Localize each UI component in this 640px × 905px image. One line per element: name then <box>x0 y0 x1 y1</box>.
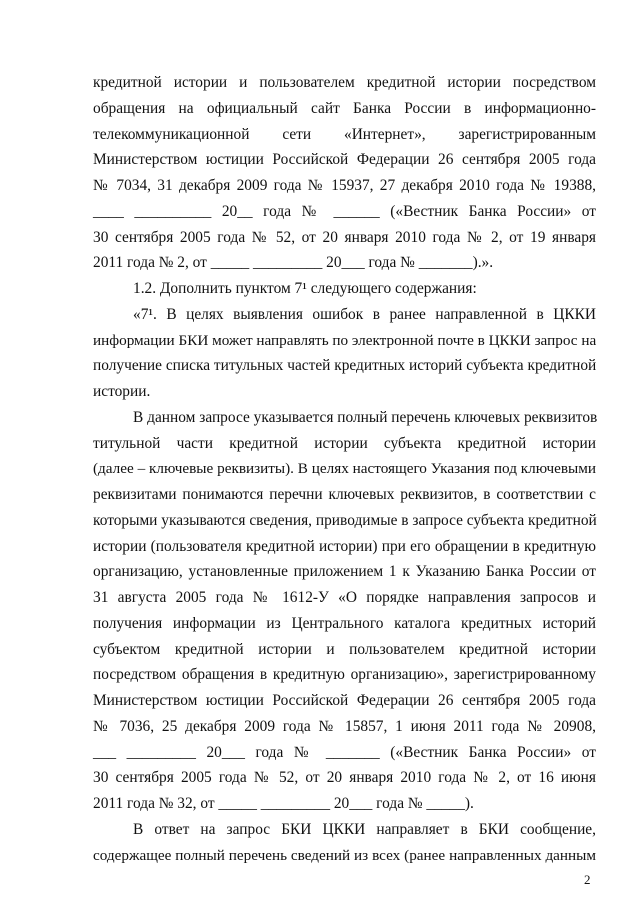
text-line: № 7036, 25 декабря 2009 года № 15857, 1 июня 2011 года № 20908, <box>93 718 596 735</box>
text-line: титульной части кредитной истории субъекта кредитной истории <box>93 435 596 452</box>
text-line: «7¹. В целях выявления ошибок в ранее направленной в ЦККИ <box>133 306 596 323</box>
text-line: посредством обращения в кредитную организацию», зарегистрированному <box>93 666 596 683</box>
text-line: 30 сентября 2005 года № 52, от 20 января 2010 года № 2, от 16 июня <box>93 769 596 786</box>
text-line: субъектом кредитной истории и пользователем кредитной истории <box>93 641 596 658</box>
text-line: содержащее полный перечень сведений из всех (ранее направленных данным <box>93 847 596 864</box>
page-number: 2 <box>584 872 591 887</box>
text-line: 31 августа 2005 года № 1612-У «О порядке направления запросов и <box>93 589 596 606</box>
text-line: (далее – ключевые реквизиты). В целях настоящего Указания под ключевыми <box>93 460 596 477</box>
text-line: № 7034, 31 декабря 2009 года № 15937, 27 декабря 2010 года № 19388, <box>93 177 596 194</box>
text-line: телекоммуникационной сети «Интернет», зарегистрированным <box>93 126 596 143</box>
text-line: организацию, установленные приложением 1 к Указанию Банка России от <box>93 563 596 580</box>
text-line: истории. <box>93 383 151 400</box>
text-line: кредитной истории и пользователем кредитной истории посредством <box>93 74 596 91</box>
text-line: В данном запросе указывается полный перечень ключевых реквизитов <box>133 409 598 426</box>
text-line: истории (пользователя кредитной истории) при его обращении в кредитную <box>93 538 596 555</box>
text-line: реквизитами понимаются перечни ключевых реквизитов, в соответствии с <box>93 486 596 503</box>
text-line: ___ _________ 20___ года № _______ («Вестник Банка России» от <box>93 744 596 761</box>
text-line: получение списка титульных частей кредитных историй субъекта кредитной <box>93 357 597 374</box>
text-line: обращения на официальный сайт Банка России в информационно- <box>93 100 596 117</box>
text-line: В ответ на запрос БКИ ЦККИ направляет в БКИ сообщение, <box>133 821 596 838</box>
text-line: 2011 года № 32, от _____ _________ 20___ года № _____). <box>93 795 474 812</box>
text-line: Министерством юстиции Российской Федерации 26 сентября 2005 года <box>93 692 596 709</box>
text-line: которыми указываются сведения, приводимые в запросе субъекта кредитной <box>93 512 597 529</box>
text-line: 2011 года № 2, от _____ _________ 20___ года № _______).». <box>93 254 494 271</box>
text-line: информации БКИ может направлять по электронной почте в ЦККИ запрос на <box>93 332 597 349</box>
text-line: получения информации из Центрального каталога кредитных историй <box>93 615 596 632</box>
section-heading: 1.2. Дополнить пунктом 7¹ следующего содержания: <box>133 280 477 297</box>
text-line: Министерством юстиции Российской Федерации 26 сентября 2005 года <box>93 151 596 168</box>
text-line: ____ __________ 20__ года № ______ («Вестник Банка России» от <box>93 203 596 220</box>
text-line: 30 сентября 2005 года № 52, от 20 января 2010 года № 2, от 19 января <box>93 229 596 246</box>
